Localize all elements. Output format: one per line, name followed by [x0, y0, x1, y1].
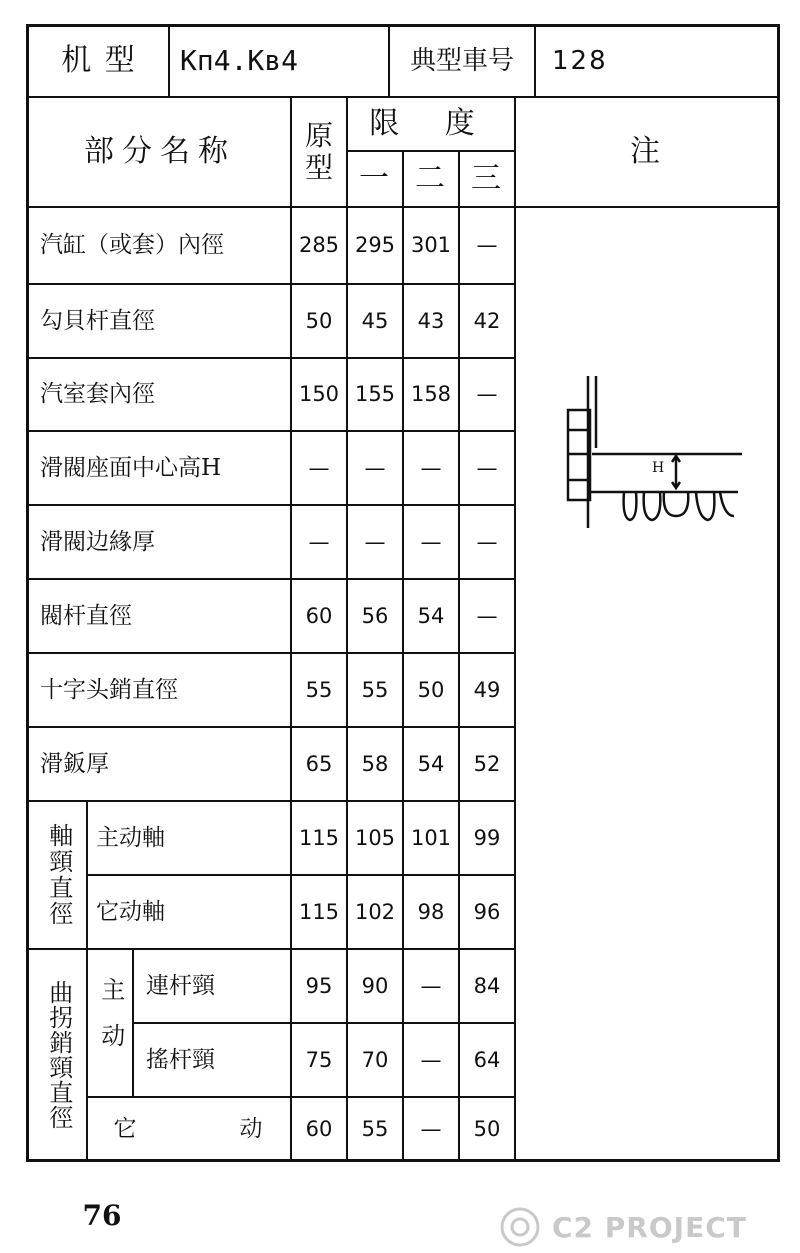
value-original: 60 — [305, 603, 333, 628]
row-name: 搖杆頸 — [146, 1046, 215, 1073]
model-value: Kп4.Kв4 — [180, 44, 299, 77]
value-limit-1: 56 — [361, 603, 389, 628]
row-name: 滑閥边緣厚 — [40, 528, 155, 555]
value-limit-2: 50 — [417, 677, 445, 702]
value-original: 50 — [305, 308, 333, 333]
model-label: 机 型 — [61, 43, 137, 78]
value-original: 150 — [298, 382, 340, 406]
value-limit-3: — — [476, 233, 498, 257]
value-limit-3: 49 — [473, 677, 501, 702]
typical-number-value: 128 — [552, 46, 608, 76]
value-limit-2: 54 — [417, 751, 445, 776]
value-limit-3: 64 — [473, 1047, 501, 1072]
row-name: 勾貝杆直徑 — [40, 307, 155, 334]
value-limit-2: 43 — [417, 308, 445, 333]
rule-v — [514, 96, 516, 1162]
value-limit-2: — — [420, 1047, 442, 1072]
driving-text: 主动 — [96, 977, 125, 1069]
value-limit-2: 98 — [417, 899, 445, 924]
row-name: 汽室套內徑 — [40, 381, 155, 407]
row-name: 閥杆直徑 — [40, 602, 132, 629]
row-name: 連杆頸 — [146, 972, 215, 999]
value-limit-2: 158 — [410, 382, 452, 406]
other-row-name-b: 动 — [239, 1115, 263, 1142]
value-original: — — [308, 529, 330, 554]
value-original: 95 — [305, 973, 333, 998]
note-header: 注 — [630, 134, 662, 169]
original-header-line1: 原 — [304, 118, 333, 152]
rule-v — [132, 948, 134, 1096]
value-original: 115 — [298, 825, 340, 850]
valve-seat-sketch — [568, 376, 742, 528]
other-row-name-a: 它 — [113, 1115, 137, 1142]
value-limit-2: — — [420, 455, 442, 480]
journal-group-text: 軸頸直徑 — [44, 823, 73, 927]
watermark — [498, 1204, 788, 1250]
diagram-label: H — [652, 460, 665, 476]
limit-1-header: 一 — [359, 161, 391, 196]
limit-header: 限 度 — [369, 106, 493, 141]
value-limit-1: 55 — [361, 677, 389, 702]
value-limit-3: 96 — [473, 899, 501, 924]
rule-v — [168, 24, 170, 96]
crank-group-label — [30, 950, 86, 1160]
value-limit-2: 301 — [410, 233, 452, 257]
value-limit-3: — — [476, 455, 498, 480]
valve-seat-diagram — [548, 368, 748, 538]
crank-group-text: 曲拐銷頸直徑 — [44, 980, 73, 1130]
value-limit-3: — — [476, 382, 498, 406]
value-limit-2: — — [420, 529, 442, 554]
original-header-line2: 型 — [304, 151, 333, 184]
watermark-logo-icon — [498, 1205, 542, 1249]
row-name: 主动軸 — [96, 824, 165, 851]
value-limit-1: — — [364, 529, 386, 554]
driving-label — [88, 950, 132, 1096]
value-original: 285 — [298, 233, 340, 257]
value-limit-3: 99 — [473, 825, 501, 850]
value-limit-2: 54 — [417, 603, 445, 628]
original-header — [292, 98, 346, 206]
watermark-text: C2 PROJECT — [552, 1210, 747, 1244]
typical-number-label: 典型車号 — [409, 46, 514, 76]
value-original: 55 — [305, 677, 333, 702]
value-limit-1: 105 — [354, 825, 396, 850]
value-limit-1: 90 — [361, 973, 389, 998]
value-original: — — [308, 455, 330, 480]
value-original: 75 — [305, 1047, 333, 1072]
value-limit-3: 84 — [473, 973, 501, 998]
value-limit-3: 50 — [473, 1116, 501, 1141]
value-limit-1: 155 — [354, 382, 396, 406]
row-name: 它动軸 — [96, 898, 165, 925]
value-original: 60 — [305, 1116, 333, 1141]
value-limit-3: — — [476, 529, 498, 554]
value-original: 115 — [298, 899, 340, 924]
value-limit-1: 295 — [354, 233, 396, 257]
value-original: 65 — [305, 751, 333, 776]
value-limit-1: 70 — [361, 1047, 389, 1072]
row-name: 滑閥座面中心高H — [40, 454, 222, 481]
value-limit-2: — — [420, 1116, 442, 1141]
value-limit-3: — — [476, 603, 498, 628]
value-limit-1: — — [364, 455, 386, 480]
value-limit-1: 45 — [361, 308, 389, 333]
value-limit-1: 102 — [354, 899, 396, 924]
row-name: 十字头銷直徑 — [40, 676, 178, 703]
row-name: 汽缸（或套）內徑 — [40, 232, 224, 258]
row-name: 滑鈑厚 — [40, 750, 109, 777]
value-limit-2: — — [420, 973, 442, 998]
limit-2-header: 二 — [415, 161, 447, 196]
page-number: 76 — [82, 1199, 122, 1232]
rule-v — [534, 24, 536, 96]
value-limit-1: 58 — [361, 751, 389, 776]
journal-group-label — [30, 802, 86, 948]
value-limit-2: 101 — [410, 825, 452, 850]
value-limit-1: 55 — [361, 1116, 389, 1141]
value-limit-3: 52 — [473, 751, 501, 776]
part-name-header: 部分名称 — [84, 134, 236, 169]
value-limit-3: 42 — [473, 308, 501, 333]
limit-3-header: 三 — [471, 161, 503, 196]
